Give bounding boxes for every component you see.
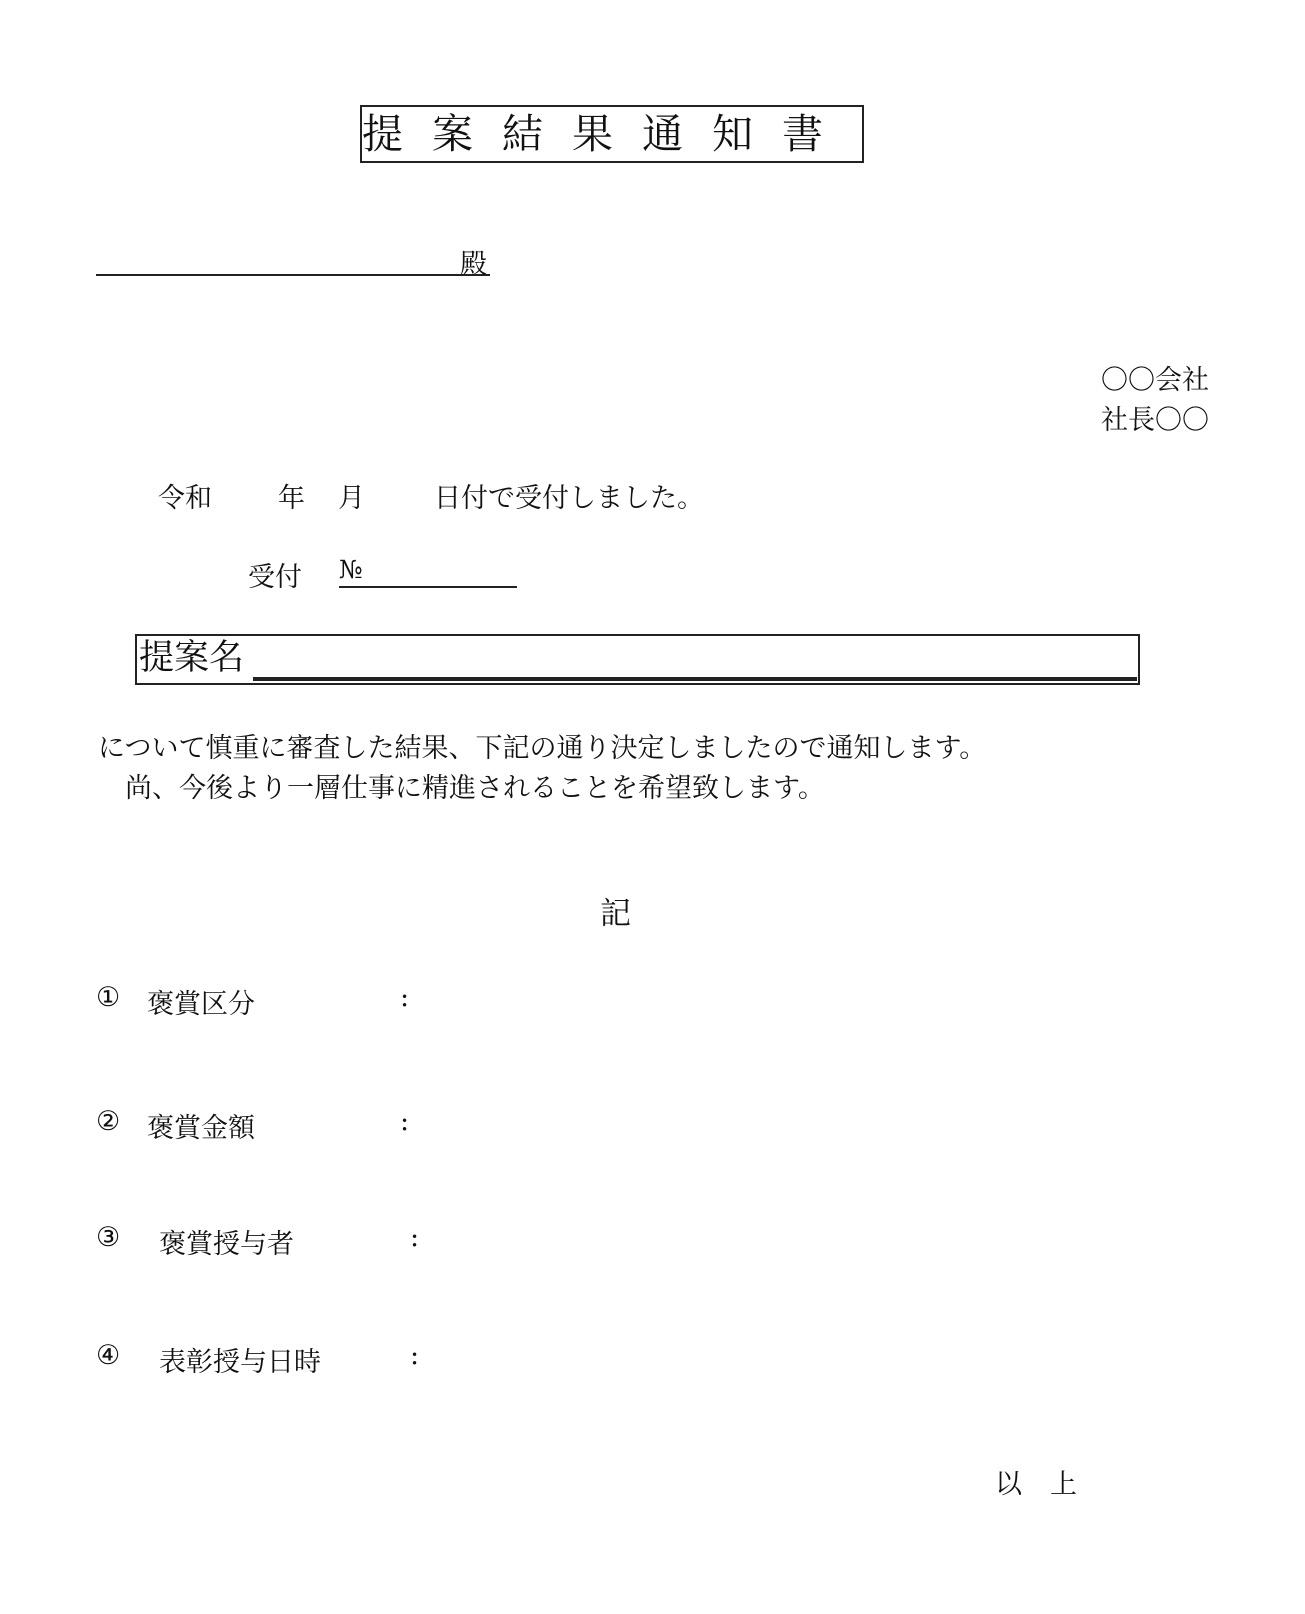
- addressee-suffix: 殿: [460, 249, 487, 280]
- item-colon: :: [400, 982, 410, 1013]
- date-era: 令和: [158, 483, 212, 514]
- closing-text: 以上: [995, 1469, 1105, 1500]
- item-number: ②: [96, 1106, 121, 1137]
- item-colon: :: [410, 1222, 420, 1253]
- ki-heading: 記: [600, 896, 631, 932]
- body-text-line-1: について慎重に審査した結果、下記の通り決定しましたので通知します。: [98, 733, 987, 764]
- sender-president: 社長〇〇: [1101, 405, 1209, 436]
- proposal-name-line: [253, 677, 1137, 681]
- receipt-number-line: [339, 586, 517, 588]
- body-text-line-2: 尚、今後より一層仕事に精進されることを希望致します。: [125, 773, 825, 804]
- item-number: ①: [96, 982, 121, 1013]
- proposal-name-label: 提案名: [139, 638, 245, 678]
- item-colon: :: [400, 1106, 410, 1137]
- sender-company: 〇〇会社: [1101, 365, 1209, 396]
- item-label-award-amount: 褒賞金額: [147, 1113, 255, 1144]
- item-label-award-presenter: 褒賞授与者: [159, 1229, 294, 1260]
- item-label-award-datetime: 表彰授与日時: [159, 1347, 321, 1378]
- document-title: 提案結果通知書: [362, 110, 852, 158]
- item-label-award-category: 褒賞区分: [147, 989, 255, 1020]
- item-number: ④: [96, 1340, 121, 1371]
- receipt-label: 受付: [248, 562, 302, 593]
- item-colon: :: [410, 1340, 420, 1371]
- date-received-text: 日付で受付しました。: [434, 483, 704, 514]
- date-year-unit: 年: [278, 483, 305, 514]
- item-number: ③: [96, 1222, 121, 1253]
- addressee-name-line: [96, 274, 490, 276]
- receipt-number-prefix: №: [339, 555, 363, 584]
- date-month-unit: 月: [338, 483, 365, 514]
